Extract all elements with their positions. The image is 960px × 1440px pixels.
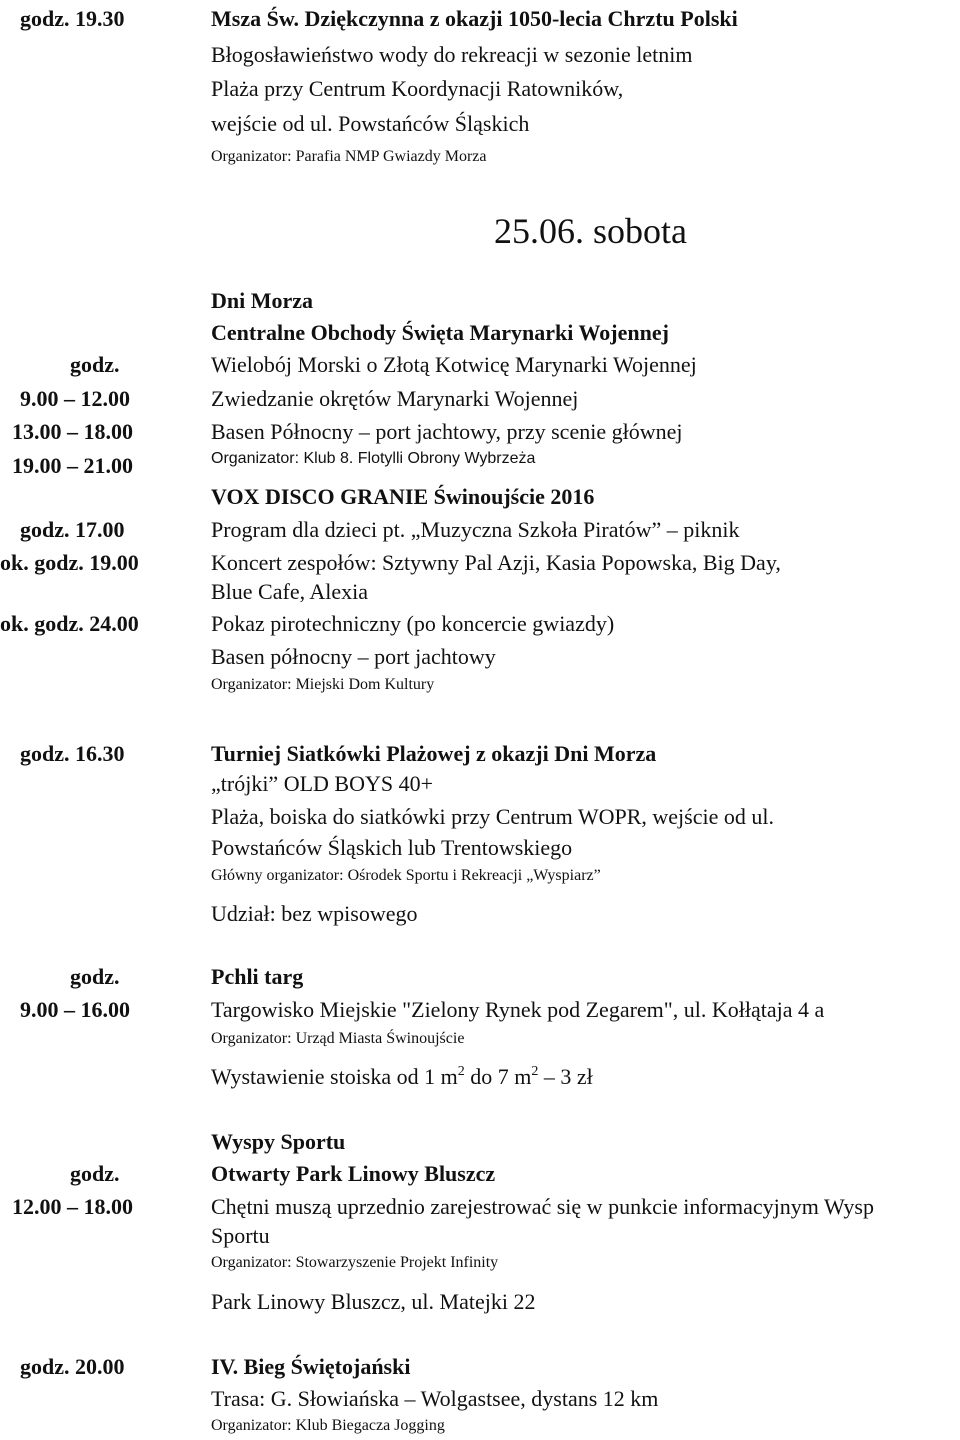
event7-time: godz. 20.00 [20,1354,125,1379]
event6-time-label: godz. [70,1161,120,1186]
event3-place: Basen północny – port jachtowy [211,644,496,669]
event6-title-2: Otwarty Park Linowy Bluszcz [211,1161,496,1186]
event4-subtitle: „trójki” OLD BOYS 40+ [211,771,433,796]
event4-time: godz. 16.30 [20,741,125,766]
event3-item-2b: Blue Cafe, Alexia [211,579,369,604]
event2-line2: Zwiedzanie okrętów Marynarki Wojennej [211,386,579,411]
event5-place: Targowisko Miejskie "Zielony Rynek pod Zegarem", ul. Kołłątaja 4 a [211,997,825,1022]
event3-item-1: Program dla dzieci pt. „Muzyczna Szkoła Piratów” – piknik [211,517,740,542]
event2-subtitle: Centralne Obchody Święta Marynarki Wojennej [211,320,669,345]
event7-organizer: Organizator: Klub Biegacza Jogging [211,1417,445,1434]
event6-organizer: Organizator: Stowarzyszenie Projekt Infinity [211,1254,499,1271]
event4-place-1: Plaża, boiska do siatkówki przy Centrum WOPR, wejście od ul. [211,804,774,829]
event5-fee [211,1066,593,1088]
event6-title-1: Wyspy Sportu [211,1129,346,1154]
event2-time-2: 13.00 – 18.00 [12,419,133,444]
event1-line4: wejście od ul. Powstańców Śląskich [211,111,530,136]
event3-time-1: godz. 17.00 [20,517,125,542]
event5-fee-sup1: 2 [457,1064,465,1079]
event2-title: Dni Morza [211,288,314,313]
event5-title: Pchli targ [211,964,304,989]
event1-time: godz. 19.30 [20,6,125,31]
event1-line3: Plaża przy Centrum Koordynacji Ratowników, [211,76,624,101]
event3-organizer: Organizator: Miejski Dom Kultury [211,676,435,693]
event2-organizer: Organizator: Klub 8. Flotylli Obrony Wybrzeża [211,450,536,467]
event5-fee-b: do 7 m [464,1064,532,1089]
event2-time-label: godz. [70,352,120,377]
event5-organizer: Organizator: Urząd Miasta Świnoujście [211,1030,465,1047]
day-heading: 25.06. sobota [494,211,687,251]
event2-time-3: 19.00 – 21.00 [12,453,133,478]
event3-time-3: ok. godz. 24.00 [0,611,139,636]
event4-note: Udział: bez wpisowego [211,901,418,926]
event5-time-label: godz. [70,964,120,989]
event6-line-1: Chętni muszą uprzednio zarejestrować się w punkcie informacyjnym Wysp [211,1194,874,1219]
event2-line1: Wielobój Morski o Złotą Kotwicę Marynarki Wojennej [211,352,697,377]
event4-place-2: Powstańców Śląskich lub Trentowskiego [211,835,573,860]
event7-title: IV. Bieg Świętojański [211,1354,411,1379]
event1-organizer: Organizator: Parafia NMP Gwiazdy Morza [211,148,487,165]
event6-line-2: Sportu [211,1223,270,1248]
event6-place: Park Linowy Bluszcz, ul. Matejki 22 [211,1289,536,1314]
event5-fee-a: Wystawienie stoiska od 1 m [211,1064,458,1089]
event2-time-1: 9.00 – 12.00 [20,386,130,411]
event5-time: 9.00 – 16.00 [20,997,130,1022]
event5-fee-c: – 3 zł [538,1064,593,1089]
event3-item-3: Pokaz pirotechniczny (po koncercie gwiazdy) [211,611,615,636]
event3-title: VOX DISCO GRANIE Świnoujście 2016 [211,484,595,509]
event1-line2: Błogosławieństwo wody do rekreacji w sezonie letnim [211,42,693,67]
event7-route: Trasa: G. Słowiańska – Wolgastsee, dystans 12 km [211,1386,659,1411]
event6-time: 12.00 – 18.00 [12,1194,133,1219]
event4-title: Turniej Siatkówki Plażowej z okazji Dni Morza [211,741,657,766]
event5-fee-sup2: 2 [531,1064,539,1079]
event3-item-2a: Koncert zespołów: Sztywny Pal Azji, Kasia Popowska, Big Day, [211,550,781,575]
event3-time-2: ok. godz. 19.00 [0,550,139,575]
event2-line3: Basen Północny – port jachtowy, przy scenie głównej [211,419,683,444]
event4-organizer: Główny organizator: Ośrodek Sportu i Rekreacji „Wyspiarz” [211,867,601,884]
event1-title: Msza Św. Dziękczynna z okazji 1050-lecia Chrztu Polski [211,6,738,31]
